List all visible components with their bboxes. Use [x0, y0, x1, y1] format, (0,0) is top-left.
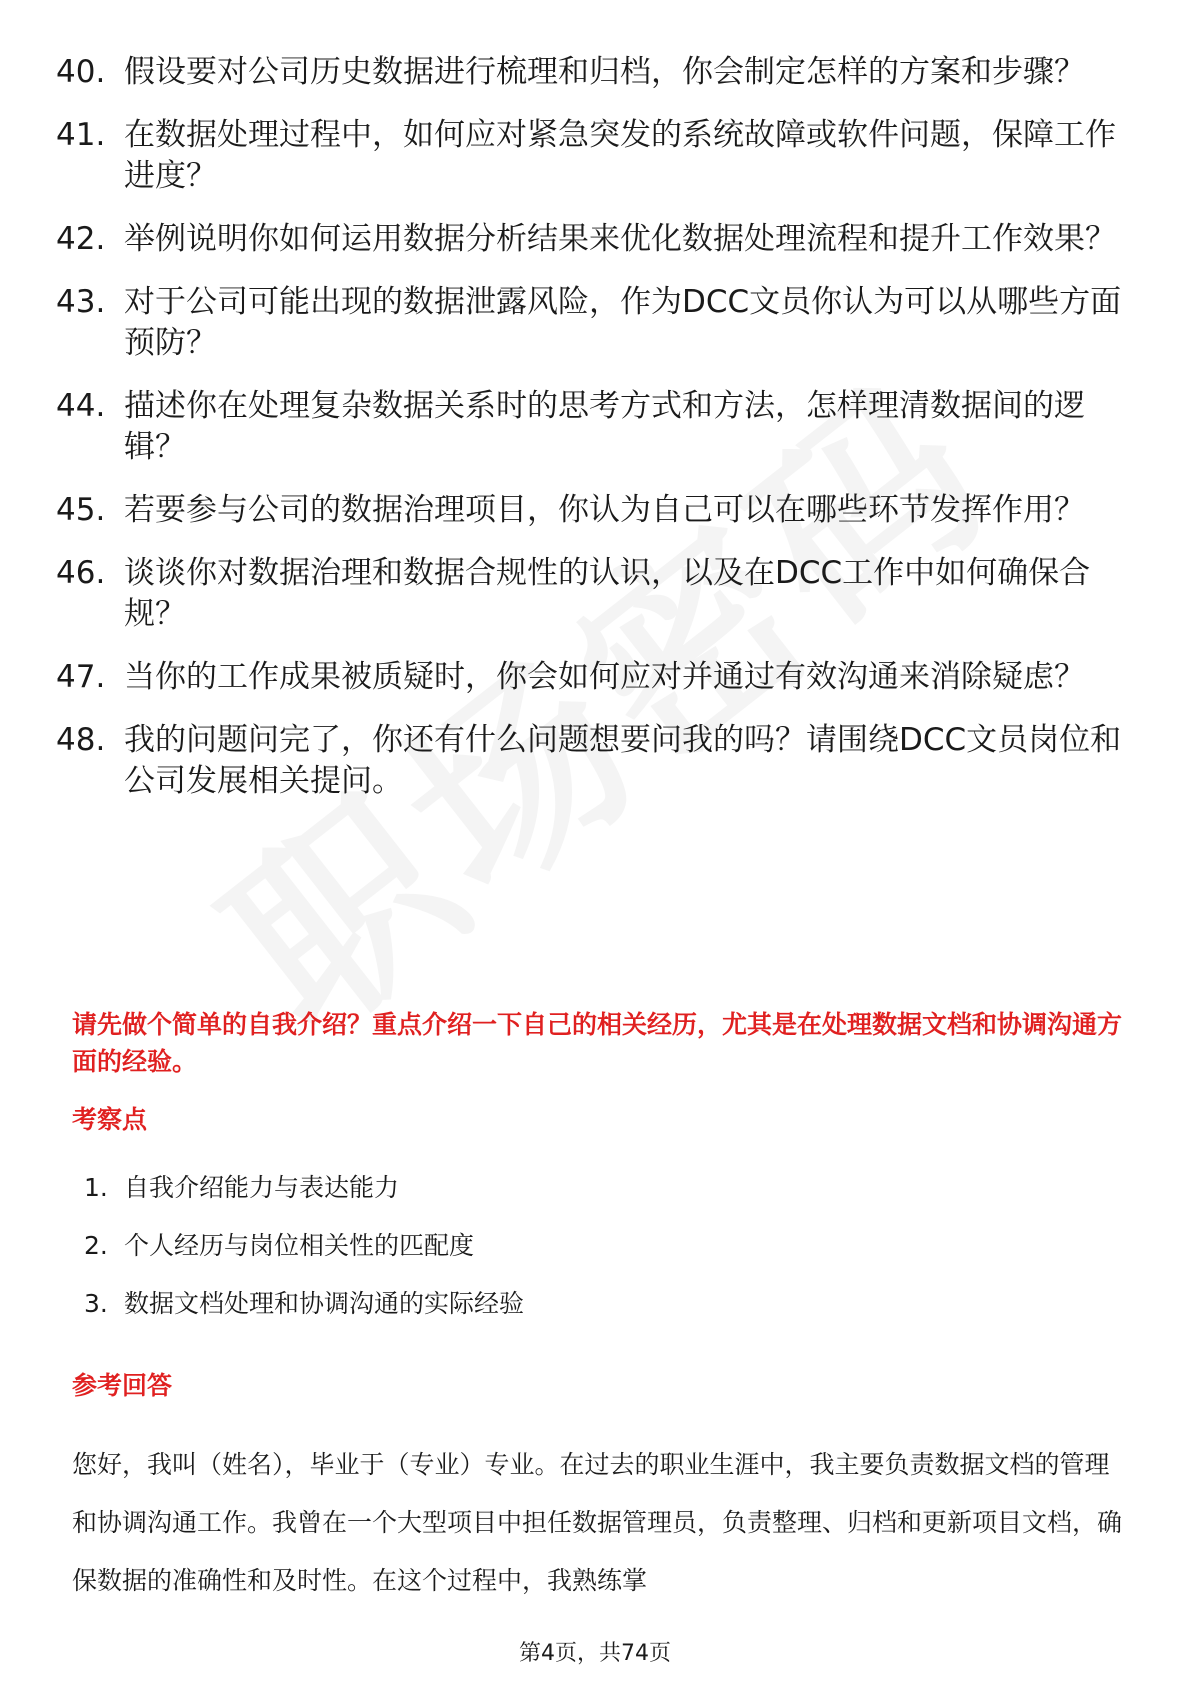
heading-reference: 参考回答: [72, 1371, 173, 1400]
question-number: 43.: [56, 284, 106, 320]
point-text: 自我介绍能力与表达能力: [124, 1173, 400, 1202]
question-number: 45.: [56, 492, 106, 528]
question-text: 在数据处理过程中，如何应对紧急突发的系统故障或软件问题，保障工作进度？: [124, 117, 1116, 194]
heading-kaochadian: 考察点: [72, 1105, 148, 1134]
page-footer: 第4页，共74页: [519, 1641, 671, 1666]
point-number: 2.: [84, 1231, 108, 1260]
list-item: [56, 52, 1136, 93]
list-item: [56, 219, 1136, 260]
list-item: [84, 1288, 524, 1320]
point-text: 数据文档处理和协调沟通的实际经验: [124, 1289, 525, 1318]
question-number: 42.: [56, 221, 106, 257]
point-number: 1.: [84, 1173, 108, 1202]
list-item: [56, 657, 1136, 698]
list-item: [84, 1172, 524, 1204]
list-item: [56, 386, 1136, 468]
question-text: 假设要对公司历史数据进行梳理和归档，你会制定怎样的方案和步骤？: [124, 54, 1085, 90]
question-number: 40.: [56, 54, 106, 90]
points-list: [84, 1172, 524, 1346]
question-list: [56, 52, 1136, 824]
point-number: 3.: [84, 1289, 108, 1318]
section-question: 请先做个简单的自我介绍？重点介绍一下自己的相关经历，尤其是在处理数据文档和协调沟通方面的经验。: [72, 1010, 1123, 1076]
question-text: 对于公司可能出现的数据泄露风险，作为DCC文员你认为可以从哪些方面预防？: [124, 284, 1122, 361]
question-text: 举例说明你如何运用数据分析结果来优化数据处理流程和提升工作效果？: [124, 221, 1116, 257]
question-number: 47.: [56, 659, 106, 695]
question-text: 谈谈你对数据治理和数据合规性的认识，以及在DCC工作中如何确保合规？: [124, 555, 1091, 632]
list-item: [56, 490, 1136, 531]
list-item: [84, 1230, 524, 1262]
question-number: 48.: [56, 722, 106, 758]
list-item: [56, 115, 1136, 197]
question-number: 44.: [56, 388, 106, 424]
answer-paragraph: 您好，我叫（姓名），毕业于（专业）专业。在过去的职业生涯中，我主要负责数据文档的管理和协调沟通工作。我曾在一个大型项目中担任数据管理员，负责整理、归档和更新项目文档，确保数据的准确性和及时性。在这个过程中，我熟练掌: [72, 1450, 1123, 1595]
point-text: 个人经历与岗位相关性的匹配度: [124, 1231, 475, 1260]
question-text: 描述你在处理复杂数据关系时的思考方式和方法，怎样理清数据间的逻辑？: [124, 388, 1085, 465]
list-item: [56, 720, 1136, 802]
question-text: 我的问题问完了，你还有什么问题想要问我的吗？请围绕DCC文员岗位和公司发展相关提问。: [124, 722, 1122, 799]
question-text: 若要参与公司的数据治理项目，你认为自己可以在哪些环节发挥作用？: [124, 492, 1085, 528]
question-number: 46.: [56, 555, 106, 591]
question-number: 41.: [56, 117, 106, 153]
list-item: [56, 553, 1136, 635]
list-item: [56, 282, 1136, 364]
question-text: 当你的工作成果被质疑时，你会如何应对并通过有效沟通来消除疑虑？: [124, 659, 1085, 695]
